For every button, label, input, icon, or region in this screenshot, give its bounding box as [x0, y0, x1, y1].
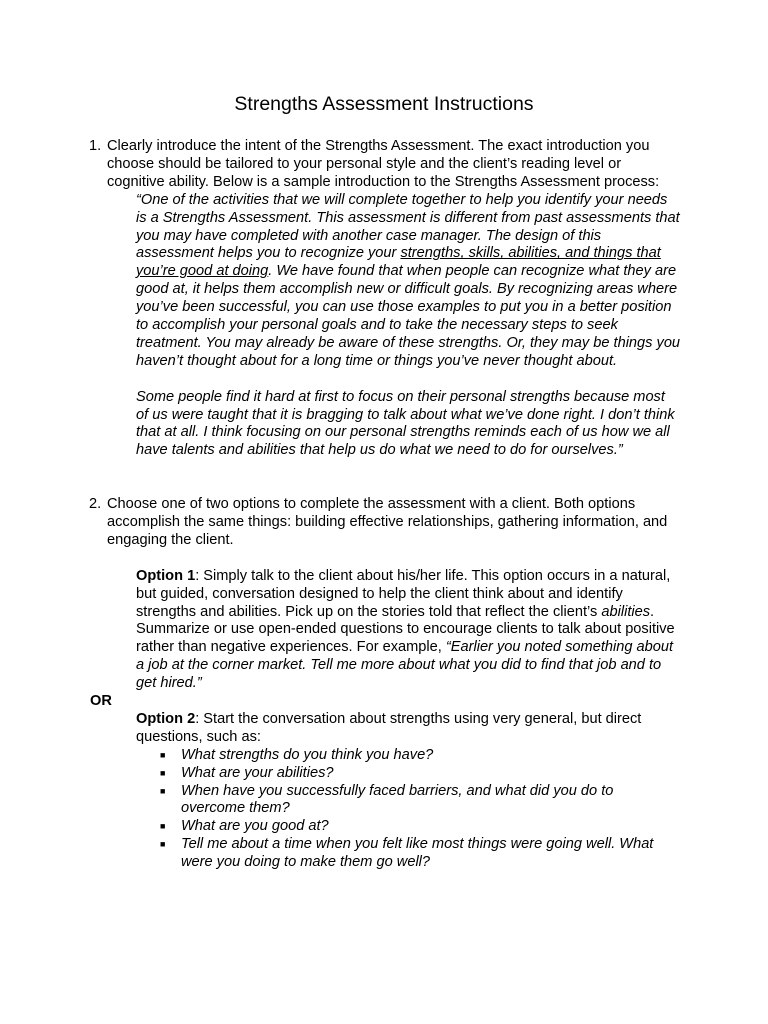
option-1: [136, 568, 681, 693]
item-number-1: 1.: [89, 138, 102, 154]
option-2-paragraph: [136, 711, 681, 747]
option-1-example: “Earlier you noted something about a job at the corner market. Tell me more about what you did to find that job and to get hired.”: [136, 639, 674, 692]
quote-1-part-a: “One of the activities that we will complete together to help you identify your needs is a Strengths Assessment. This assessment is different from past assessments that you may have completed with another case manager. The design of this assessment helps you to recognize your: [136, 191, 680, 262]
instruction-item-2: [89, 496, 677, 693]
list-item: [160, 836, 681, 872]
option-1-abilities: abilities: [601, 603, 651, 620]
question-text: What are your abilities?: [181, 764, 334, 781]
option-1-text-b: . Summarize or use open-ended questions to encourage clients to talk about positive rather than negative experiences. For example,: [136, 603, 675, 656]
document-title: Strengths Assessment Instructions: [234, 93, 534, 115]
option-2-text: : Start the conversation about strengths using very general, but direct questions, such as:: [136, 710, 642, 745]
or-separator: OR: [90, 693, 112, 710]
bullet-square-icon: ■: [160, 839, 166, 850]
option-1-label: Option 1: [136, 567, 196, 584]
quote-paragraph-1: [136, 192, 681, 371]
option-1-text-a: : Simply talk to the client about his/her life. This option occurs in a natural, but guided, conversation designed to help the client think about and identify strengths and abilities. Pick up on the stories told that reflect the client’s: [136, 567, 671, 620]
option-2-wrapper: [107, 711, 677, 872]
question-list: [160, 746, 681, 872]
bullet-square-icon: ■: [160, 821, 166, 832]
quote-1-underlined: strengths, skills, abilities, and things that you’re good at doing: [136, 245, 661, 280]
question-text: What are you good at?: [181, 818, 329, 835]
quote-paragraph-2: Some people find it hard at first to focus on their personal strengths because most of us were taught that it is bragging to talk about what we’ve done right. I don’t think that at all. I think focusing on our personal strengths reminds each of us how we all have talents and abilities that help us do what we need to do for ourselves.”: [136, 388, 675, 459]
spacer: [107, 550, 677, 568]
list-item: [160, 818, 681, 836]
list-item: [160, 746, 681, 765]
item-2-text: Choose one of two options to complete the assessment with a client. Both options accomplish the same things: building effective relationships, gathering information, and engaging the client.: [107, 496, 668, 548]
bullet-square-icon: ■: [160, 767, 166, 778]
spacer: [0, 460, 768, 478]
option-1-paragraph: [136, 568, 681, 693]
list-item: [160, 764, 681, 783]
item-number-2: 2.: [89, 496, 102, 513]
quote-1-part-b: . We have found that when people can recognize what they are good at, it helps them accomplish new or difficult goals. By recognizing areas where you’ve been successful, you can use those examples to put you in a better position to accomplish your personal goals and to take the necessary steps to seek treatment. You may already be aware of these strengths. Or, they may be things you haven’t thought about for a long time or things you’ve never thought about.: [136, 263, 681, 369]
question-text: Tell me about a time when you felt like most things were going well. What were you doing to make them go well?: [181, 836, 654, 871]
option-2-label: Option 2: [136, 710, 196, 727]
item-1-text: Clearly introduce the intent of the Strengths Assessment. The exact introduction you choose should be tailored to your personal style and the client’s reading level or cognitive ability. Below is a sample introduction to the Strengths Assessment process:: [107, 138, 660, 190]
option-2: [136, 711, 681, 872]
instruction-item-1: [89, 138, 681, 460]
question-text: When have you successfully faced barriers, and what did you do to overcome them?: [181, 782, 614, 817]
question-text: What strengths do you think you have?: [181, 746, 434, 763]
bullet-square-icon: ■: [160, 785, 166, 796]
sample-introduction-quote: [136, 192, 681, 461]
bullet-square-icon: ■: [160, 749, 166, 760]
list-item: [160, 782, 681, 819]
